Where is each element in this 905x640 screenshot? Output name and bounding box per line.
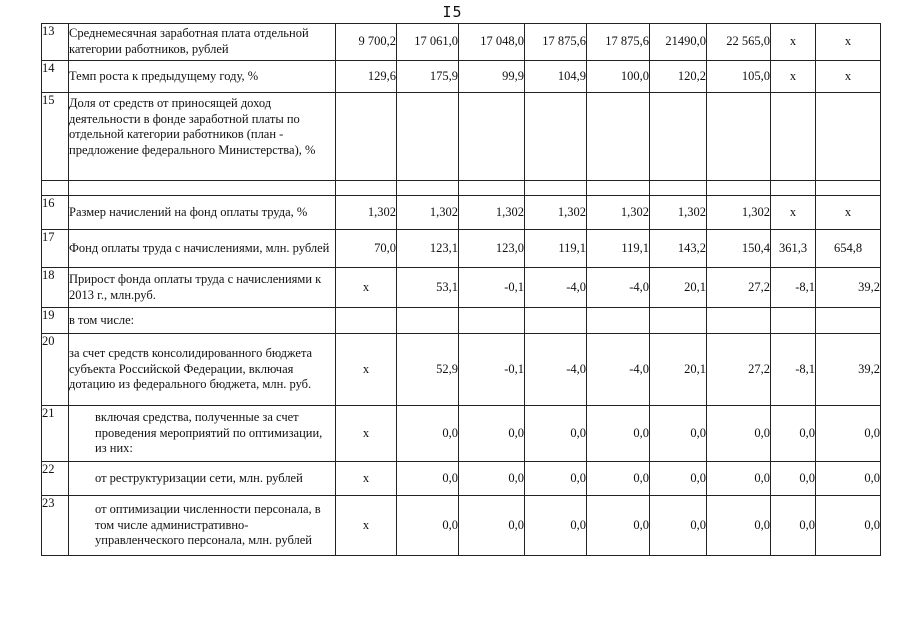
table-cell: 1,302	[587, 196, 650, 230]
table-cell: 1,302	[707, 196, 771, 230]
table-cell: 119,1	[525, 230, 587, 268]
table-cell: x	[336, 462, 397, 496]
table-cell: 99,9	[459, 61, 525, 93]
table-cell: 0,0	[650, 406, 707, 462]
table-cell	[459, 308, 525, 334]
table-cell: 0,0	[525, 462, 587, 496]
table-cell: 0,0	[525, 406, 587, 462]
row-label: Доля от средств от приносящей доход деятельности в фонде заработной платы по отдельной категории работников (план - предложение федерального Министерства), %	[69, 93, 336, 181]
table-cell: x	[336, 406, 397, 462]
table-cell: 0,0	[650, 462, 707, 496]
table-cell: 150,4	[707, 230, 771, 268]
row-number: 16	[42, 196, 69, 230]
table-cell	[397, 181, 459, 196]
table-cell: 27,2	[707, 334, 771, 406]
table-cell: 0,0	[459, 406, 525, 462]
table-cell	[587, 308, 650, 334]
table-cell: 1,302	[397, 196, 459, 230]
table-row	[42, 24, 881, 61]
page-number: I5	[442, 3, 463, 21]
table-cell: 1,302	[525, 196, 587, 230]
table-cell: 120,2	[650, 61, 707, 93]
table-cell: 17 061,0	[397, 24, 459, 61]
table-cell: -8,1	[771, 268, 816, 308]
table-cell: 17 875,6	[587, 24, 650, 61]
row-label: за счет средств консолидированного бюджета субъекта Российской Федерации, включая дотацию из федерального бюджета, млн. руб.	[69, 334, 336, 406]
table-cell: 53,1	[397, 268, 459, 308]
row-number: 13	[42, 24, 69, 61]
table-cell: 0,0	[707, 496, 771, 556]
table-cell: -4,0	[525, 268, 587, 308]
table-cell	[336, 181, 397, 196]
table-cell: 361,3	[771, 230, 816, 268]
table-cell: x	[771, 24, 816, 61]
row-number: 23	[42, 496, 69, 556]
table-cell: -4,0	[587, 268, 650, 308]
table-cell: 0,0	[771, 462, 816, 496]
table-cell	[771, 308, 816, 334]
table-cell	[816, 308, 881, 334]
table-cell: 1,302	[336, 196, 397, 230]
row-number: 18	[42, 268, 69, 308]
table-cell: 27,2	[707, 268, 771, 308]
row-label: Фонд оплаты труда с начислениями, млн. рублей	[69, 230, 336, 268]
row-number: 17	[42, 230, 69, 268]
table-cell	[650, 93, 707, 181]
table-cell: x	[336, 268, 397, 308]
row-number: 21	[42, 406, 69, 462]
table-cell	[587, 93, 650, 181]
table-cell: 0,0	[459, 496, 525, 556]
table-cell: -8,1	[771, 334, 816, 406]
table-cell: 0,0	[587, 406, 650, 462]
table-cell: x	[816, 24, 881, 61]
table-cell	[650, 181, 707, 196]
table-cell: 0,0	[525, 496, 587, 556]
table-cell: 0,0	[397, 496, 459, 556]
table-cell	[336, 93, 397, 181]
table-cell: 0,0	[816, 496, 881, 556]
table-cell: x	[816, 196, 881, 230]
row-label: от оптимизации численности персонала, в том числе административно-управленческого персонала, млн. рублей	[69, 496, 336, 556]
table-cell: 0,0	[587, 462, 650, 496]
table-cell: 21490,0	[650, 24, 707, 61]
table-row	[42, 93, 881, 181]
table-cell: 0,0	[816, 406, 881, 462]
table-cell: 105,0	[707, 61, 771, 93]
table-cell: x	[771, 61, 816, 93]
table-cell: 0,0	[771, 496, 816, 556]
table-cell: 0,0	[816, 462, 881, 496]
table-cell: 100,0	[587, 61, 650, 93]
table-cell: 129,6	[336, 61, 397, 93]
row-number: 19	[42, 308, 69, 334]
table-cell	[525, 181, 587, 196]
table-row	[42, 268, 881, 308]
table-row	[42, 496, 881, 556]
row-label: в том числе:	[69, 308, 336, 334]
row-number: 14	[42, 61, 69, 93]
table-cell: -4,0	[525, 334, 587, 406]
table-cell: 52,9	[397, 334, 459, 406]
table-cell: 0,0	[707, 462, 771, 496]
row-label: Прирост фонда оплаты труда с начислениями к 2013 г., млн.руб.	[69, 268, 336, 308]
table-cell: 143,2	[650, 230, 707, 268]
table-cell: 22 565,0	[707, 24, 771, 61]
table-row	[42, 61, 881, 93]
table-cell: x	[336, 496, 397, 556]
table-cell: 1,302	[650, 196, 707, 230]
table-cell	[771, 181, 816, 196]
table-cell: 654,8	[816, 230, 881, 268]
table-cell	[525, 308, 587, 334]
table-cell: 39,2	[816, 268, 881, 308]
table-cell	[397, 308, 459, 334]
table-cell	[707, 308, 771, 334]
row-number	[42, 181, 69, 196]
table-cell: -4,0	[587, 334, 650, 406]
table-cell	[707, 181, 771, 196]
table-cell	[459, 93, 525, 181]
table-cell: -0,1	[459, 334, 525, 406]
table-cell: 0,0	[397, 406, 459, 462]
table-cell: x	[336, 334, 397, 406]
table-row	[42, 230, 881, 268]
table-cell: 17 875,6	[525, 24, 587, 61]
table-cell: 20,1	[650, 334, 707, 406]
table-cell: 119,1	[587, 230, 650, 268]
table-cell: x	[816, 61, 881, 93]
table-cell: 0,0	[707, 406, 771, 462]
table-cell	[650, 308, 707, 334]
table-cell	[816, 93, 881, 181]
row-label: Темп роста к предыдущему году, %	[69, 61, 336, 93]
row-label: от реструктуризации сети, млн. рублей	[69, 462, 336, 496]
table-cell: 9 700,2	[336, 24, 397, 61]
row-number: 15	[42, 93, 69, 181]
row-label: Размер начислений на фонд оплаты труда, %	[69, 196, 336, 230]
table-row	[42, 181, 881, 196]
table-row	[42, 308, 881, 334]
table-cell: 0,0	[459, 462, 525, 496]
table-cell: 1,302	[459, 196, 525, 230]
row-label	[69, 181, 336, 196]
table-cell	[771, 93, 816, 181]
table-cell	[397, 93, 459, 181]
table-row	[42, 406, 881, 462]
row-number: 22	[42, 462, 69, 496]
row-label: Среднемесячная заработная плата отдельной категории работников, рублей	[69, 24, 336, 61]
table-cell	[587, 181, 650, 196]
table-cell	[816, 181, 881, 196]
data-table	[41, 23, 881, 556]
table-cell: 17 048,0	[459, 24, 525, 61]
table-cell: 0,0	[771, 406, 816, 462]
table-cell: -0,1	[459, 268, 525, 308]
table-cell: 70,0	[336, 230, 397, 268]
table-cell: 20,1	[650, 268, 707, 308]
table-cell	[459, 181, 525, 196]
table-cell: 0,0	[587, 496, 650, 556]
table-cell: 0,0	[650, 496, 707, 556]
table-row	[42, 196, 881, 230]
table-cell: 0,0	[397, 462, 459, 496]
table-row	[42, 334, 881, 406]
table-cell: 39,2	[816, 334, 881, 406]
table-row	[42, 462, 881, 496]
table-cell: 104,9	[525, 61, 587, 93]
table-cell: 123,1	[397, 230, 459, 268]
table-cell: 175,9	[397, 61, 459, 93]
table-cell	[336, 308, 397, 334]
table-cell	[707, 93, 771, 181]
row-number: 20	[42, 334, 69, 406]
row-label: включая средства, полученные за счет проведения мероприятий по оптимизации, из них:	[69, 406, 336, 462]
table-cell	[525, 93, 587, 181]
table-cell: x	[771, 196, 816, 230]
table-cell: 123,0	[459, 230, 525, 268]
